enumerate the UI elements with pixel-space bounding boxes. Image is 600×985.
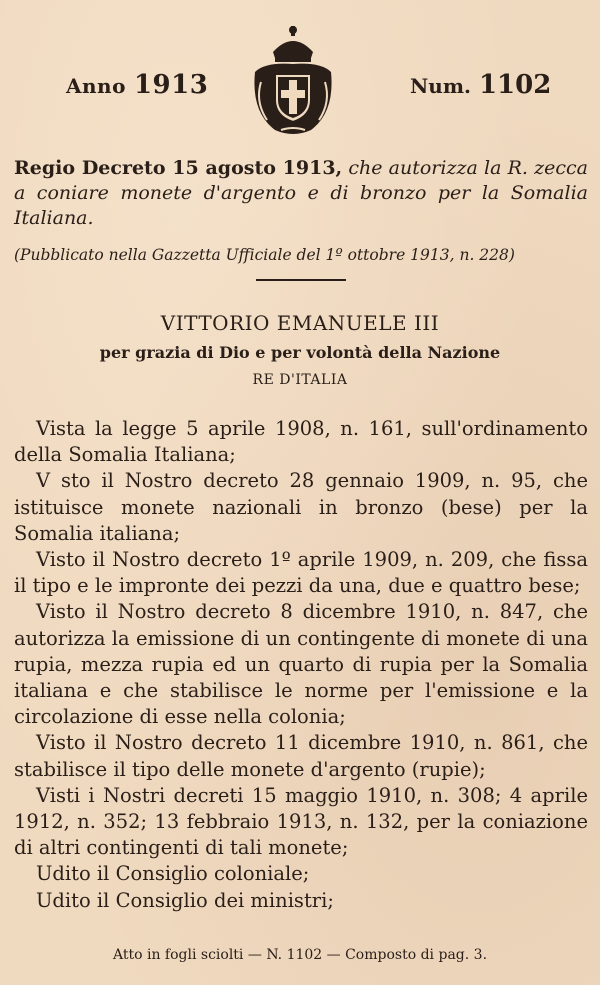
divider [256, 279, 346, 281]
paragraph: Udito il Consiglio dei ministri; [36, 888, 334, 912]
king-name: VITTORIO EMANUELE III [160, 311, 440, 335]
number-value: 1102 [478, 70, 552, 100]
footer-note: Atto in fogli sciolti — N. 1102 — Composto di pag. 3. [112, 947, 488, 963]
paragraph: Visto il Nostro decreto 8 dicembre 1910, n. 847, che autorizza la emissione di un contingente di monete di una rupia, mezza rupia ed un quarto di rupia per la Somalia italiana e che stabilisce le norme per l'emissione e la circolazione di esse nella colonia; [14, 600, 588, 729]
grace-formula: per grazia di Dio e per volontà della Nazione [99, 343, 501, 362]
year-header [66, 70, 208, 100]
publication-note: (Pubblicato nella Gazzetta Ufficiale del 1º ottobre 1913, n. 228) [14, 246, 515, 264]
paragraph: Visto il Nostro decreto 11 dicembre 1910, n. 861, che stabilisce il tipo delle monete d'argento (rupie); [14, 731, 588, 781]
year-label: Anno [66, 74, 126, 98]
decree-title-bold: Regio Decreto 15 agosto 1913, [14, 157, 343, 179]
paragraph: Visti i Nostri decreti 15 maggio 1910, n. 308; 4 aprile 1912, n. 352; 13 febbraio 1913, n. 132, per la coniazione di altri contingenti di tali monete; [14, 783, 588, 860]
royal-crest-icon [245, 22, 341, 140]
paragraph: Udito il Consiglio coloniale; [36, 862, 310, 886]
paragraph: V sto il Nostro decreto 28 gennaio 1909, n. 95, che istituisce monete nazionali in bronzo (bese) per la Somalia italiana; [14, 469, 588, 545]
king-title: RE D'ITALIA [252, 372, 348, 388]
decree-body [14, 416, 588, 914]
number-label: Num. [410, 74, 471, 98]
decree-title-italic: che autorizza la R. zecca a coniare monete d'argento e di bronzo per la Somalia Italiana. [14, 157, 589, 229]
paragraph: Visto il Nostro decreto 1º aprile 1909, n. 209, che fissa il tipo e le impronte dei pezzi da una, due e quattro bese; [14, 548, 588, 598]
decree-title [14, 156, 588, 231]
paragraph: Vista la legge 5 aprile 1908, n. 161, sull'ordinamento della Somalia Italiana; [14, 417, 588, 467]
number-header [410, 70, 551, 100]
year-value: 1913 [133, 70, 209, 100]
